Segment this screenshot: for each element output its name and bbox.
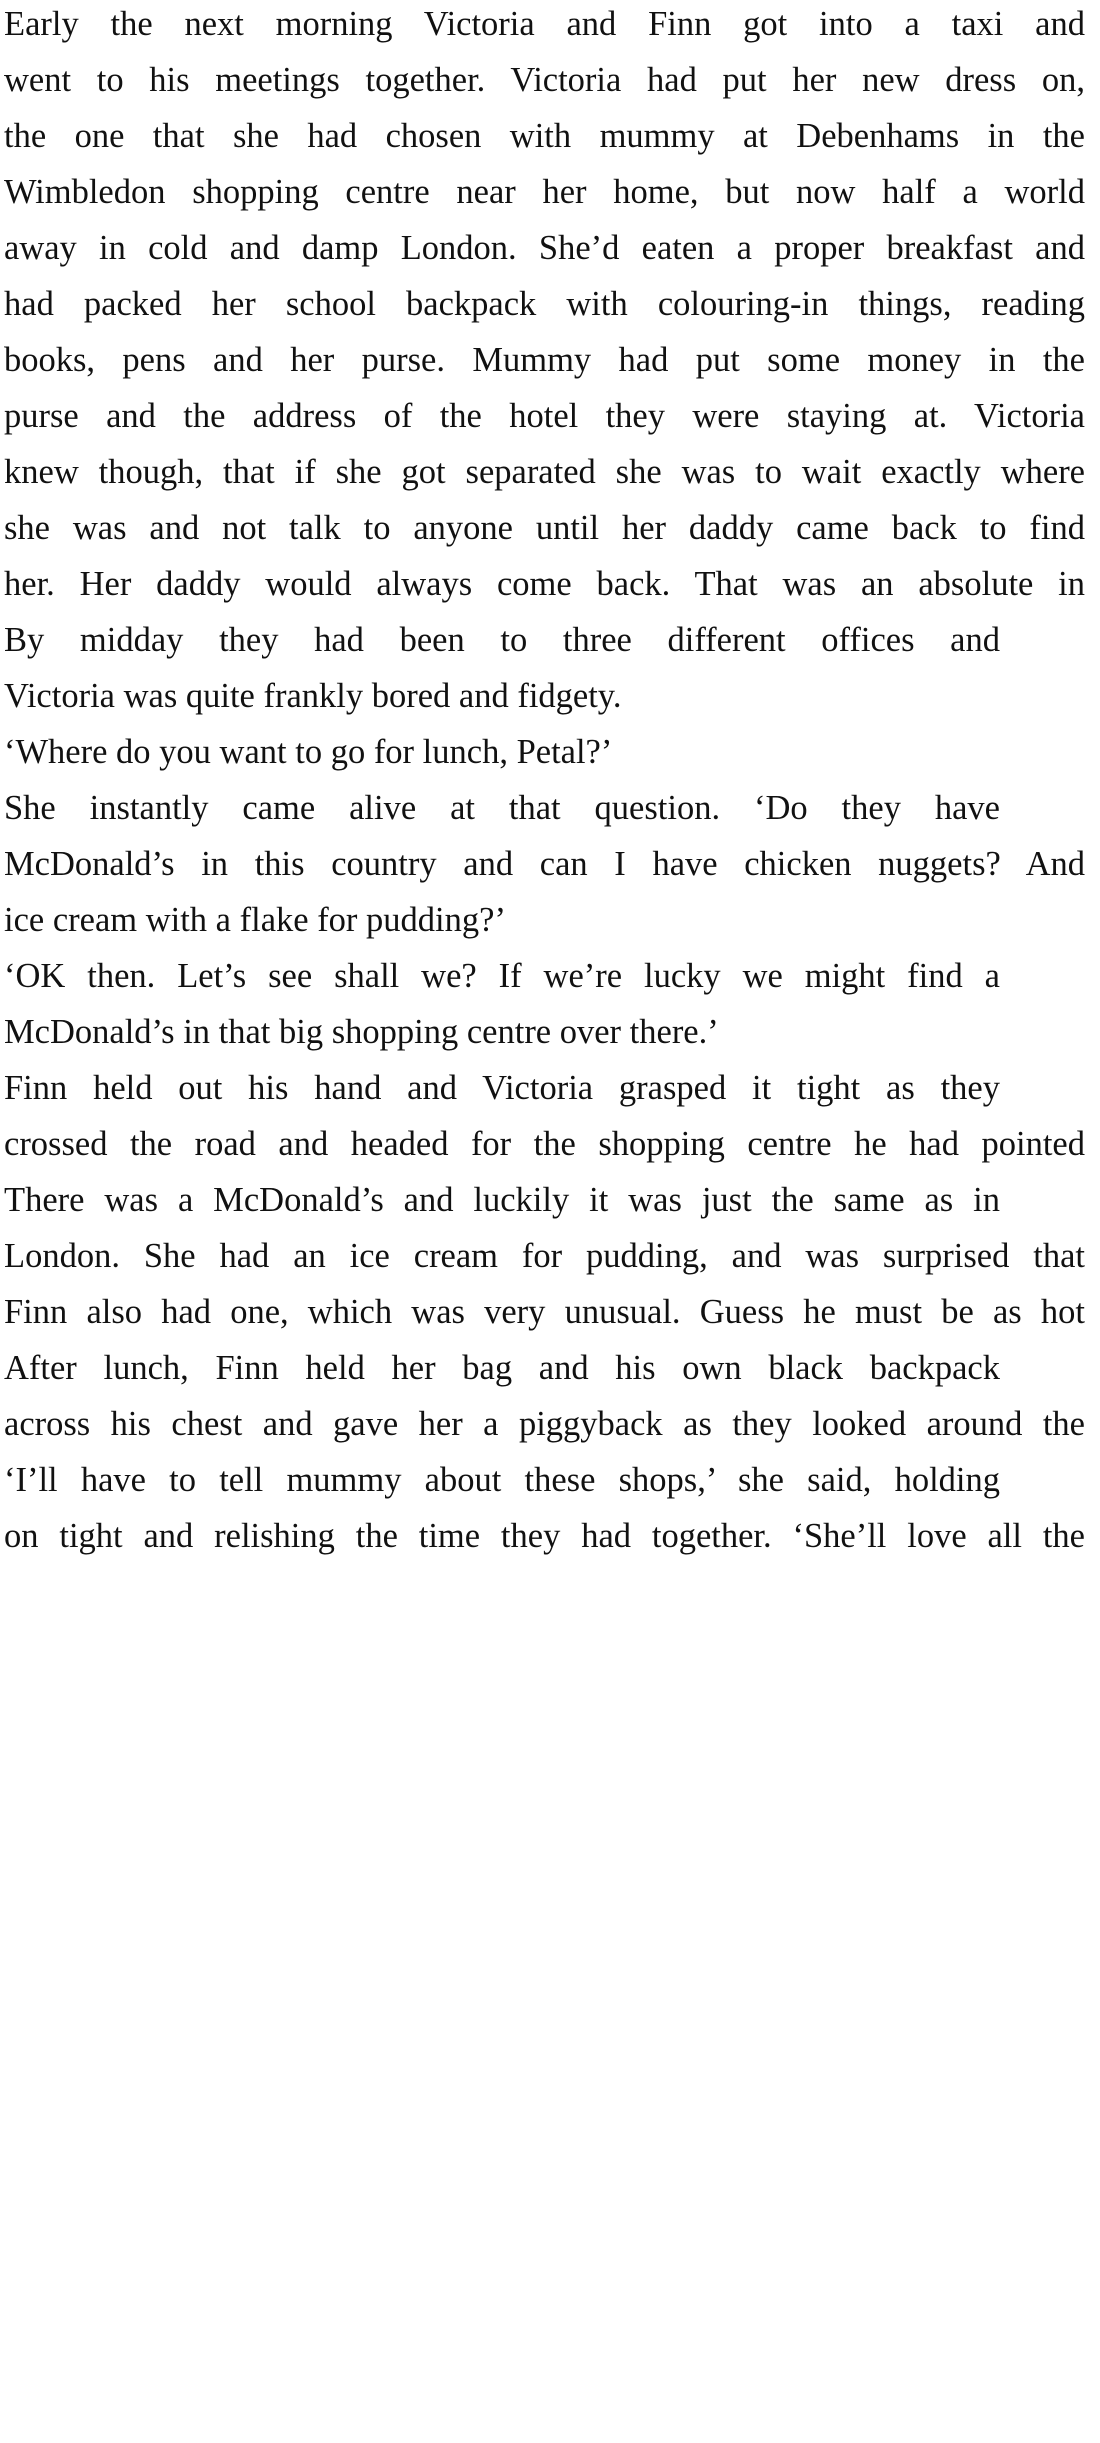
text-line-22: There was a McDonald’s and luckily it was just the same as in — [4, 1181, 1000, 1219]
text-line-3: the one that she had chosen with mummy at Debenhams in the — [4, 117, 1085, 155]
text-line-14: ‘Where do you want to go for lunch, Petal?’ — [4, 733, 613, 771]
text-line-16: McDonald’s in this country and can I have chicken nuggets? And — [4, 845, 1085, 883]
text-line-23: London. She had an ice cream for pudding, and was surprised that — [4, 1237, 1085, 1275]
text-line-26: across his chest and gave her a piggyback as they looked around the — [4, 1405, 1085, 1443]
text-line-17: ice cream with a flake for pudding?’ — [4, 901, 506, 939]
text-line-24: Finn also had one, which was very unusual. Guess he must be as hot — [4, 1293, 1085, 1331]
text-line-10: she was and not talk to anyone until her daddy came back to find — [4, 509, 1085, 547]
text-line-5: away in cold and damp London. She’d eaten a proper breakfast and — [4, 229, 1085, 267]
text-line-28: on tight and relishing the time they had together. ‘She’ll love all the — [4, 1517, 1085, 1555]
text-line-1: Early the next morning Victoria and Finn got into a taxi and — [4, 5, 1085, 43]
text-line-15: She instantly came alive at that question. ‘Do they have — [4, 789, 1000, 827]
text-line-21: crossed the road and headed for the shopping centre he had pointed — [4, 1125, 1085, 1163]
text-line-11: her. Her daddy would always come back. That was an absolute in — [4, 565, 1085, 603]
text-line-19: McDonald’s in that big shopping centre over there.’ — [4, 1013, 719, 1051]
text-line-27: ‘I’ll have to tell mummy about these shops,’ she said, holding — [4, 1461, 1000, 1499]
text-line-25: After lunch, Finn held her bag and his own black backpack — [4, 1349, 1000, 1387]
text-line-6: had packed her school backpack with colouring-in things, reading — [4, 285, 1085, 323]
text-line-20: Finn held out his hand and Victoria grasped it tight as they — [4, 1069, 1000, 1107]
text-line-7: books, pens and her purse. Mummy had put some money in the — [4, 341, 1085, 379]
text-line-13: Victoria was quite frankly bored and fidgety. — [4, 677, 622, 715]
text-line-9: knew though, that if she got separated she was to wait exactly where — [4, 453, 1085, 491]
text-line-12: By midday they had been to three different offices and — [4, 621, 1000, 659]
text-line-18: ‘OK then. Let’s see shall we? If we’re lucky we might find a — [4, 957, 1000, 995]
text-line-4: Wimbledon shopping centre near her home, but now half a world — [4, 173, 1085, 211]
text-line-2: went to his meetings together. Victoria had put her new dress on, — [4, 61, 1085, 99]
text-line-8: purse and the address of the hotel they were staying at. Victoria — [4, 397, 1085, 435]
